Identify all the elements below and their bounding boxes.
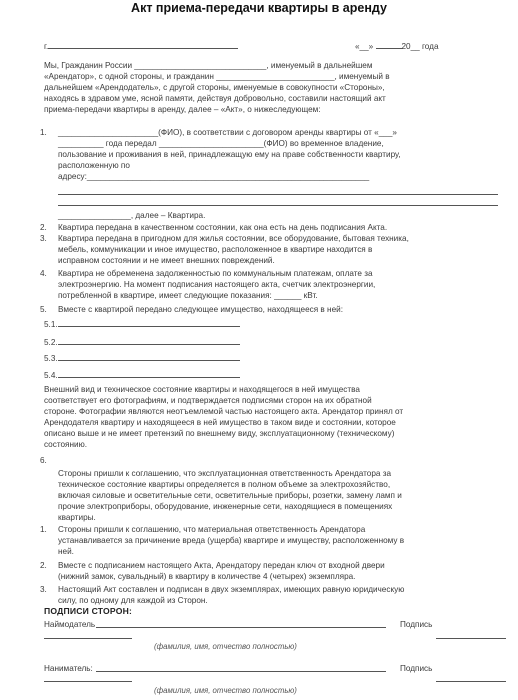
- landlord-caption: (фамилия, имя, отчество полностью): [154, 642, 297, 651]
- item-number: 3.: [40, 585, 47, 594]
- address-blank-line: [58, 194, 498, 195]
- city-field: [44, 40, 238, 52]
- item-line: Квартира не обременена задолженностью по коммунальным платежам, оплате за: [58, 269, 373, 278]
- subitem-number: 5.4.: [44, 371, 58, 380]
- tenant-label: Наниматель:: [44, 664, 93, 673]
- landlord-signature-line: [436, 638, 506, 639]
- city-blank: [48, 40, 238, 49]
- tenant-name-line: [96, 671, 386, 672]
- preamble: [44, 60, 390, 115]
- item-3-text: [58, 233, 409, 266]
- landlord-name-line: [96, 627, 386, 628]
- date-field: [355, 40, 439, 52]
- item-line: Вместе с подписанием настоящего Акта, Арендатору передан ключ от входной двери: [58, 561, 385, 570]
- item-line: потребленной в квартире, имеет следующие показания: ______ кВт.: [58, 291, 318, 300]
- subitem-blank: [58, 336, 240, 345]
- item-line: (нижний замок, сувальдный) в квартиру в количестве 4 (четырех) экземпляра.: [58, 572, 356, 581]
- tenant-caption: (фамилия, имя, отчество полностью): [154, 686, 297, 695]
- item-line: Квартира передана в пригодном для жилья состоянии, все оборудование, бытовая техника,: [58, 234, 409, 243]
- item-line: ______________________(ФИО), в соответствии с договором аренды квартиры от «___»: [58, 128, 397, 137]
- item-number: 1.: [40, 128, 47, 137]
- subitem-blank: [58, 318, 240, 327]
- signatures-heading: ПОДПИСИ СТОРОН:: [44, 606, 133, 616]
- landlord-extra-line: [44, 638, 132, 639]
- preamble-line: находясь в здравом уме, ясной памяти, действуя добровольно, составили настоящий акт: [44, 94, 386, 103]
- document-title: Акт приема-передачи квартиры в аренду: [131, 1, 387, 15]
- item-line: __________ года передал _______________________(ФИО) во временное владение,: [58, 139, 384, 148]
- item-number: 1.: [40, 525, 47, 534]
- item-line: адресу:______________________________________________________________: [58, 172, 370, 181]
- item-1-tail: ________________, далее – Квартира.: [58, 211, 206, 220]
- subitem-number: 5.3.: [44, 354, 58, 363]
- subitem-blank: [58, 352, 240, 361]
- item-2-text: [58, 222, 387, 233]
- item-line: техническое состояние квартиры определяется в полном объеме за электрохозяйство,: [58, 480, 391, 489]
- landlord-sign-word: Подпись: [400, 620, 433, 629]
- item-b1-text: [58, 524, 404, 557]
- preamble-line: Мы, Гражданин России _____________________________, именуемый в дальнейшем: [44, 61, 373, 70]
- landlord-label: Наймодатель: [44, 620, 96, 629]
- date-century: 20__: [401, 42, 420, 51]
- item-number: 3.: [40, 234, 47, 243]
- item-number: 5.: [40, 305, 47, 314]
- item-line: Стороны пришли к соглашению, что эксплуатационная ответственность Арендатора за: [58, 469, 392, 478]
- item-number: 2.: [40, 223, 47, 232]
- preamble-line: дальнейшем «Арендодатель», с другой стороны, именуемые в совокупности «Стороны»,: [44, 83, 385, 92]
- tenant-signature-line: [436, 681, 506, 682]
- tenant-extra-line: [44, 681, 132, 682]
- item-line: Вместе с квартирой передано следующее имущество, находящееся в ней:: [58, 305, 343, 314]
- item-4-text: [58, 268, 375, 301]
- item-number: 6.: [40, 456, 47, 465]
- date-year-word: года: [422, 42, 439, 51]
- photo-paragraph: [44, 384, 403, 450]
- item-6-text: [58, 468, 402, 523]
- item-line: мебель, коммуникации и иное имущество, расположенное в квартире находится в: [58, 245, 373, 254]
- item-line: электроэнергию. На момент подписания настоящего акта, счетчик электроэнергии,: [58, 280, 376, 289]
- item-line: включая силовые и осветительные сети, осветительные приборы, розетки, замену ламп и: [58, 491, 402, 500]
- item-line: Стороны пришли к соглашению, что материальная ответственность Арендатора: [58, 525, 366, 534]
- preamble-line: приема-передачи квартиры в аренду, далее – «Акт», о нижеследующем:: [44, 105, 321, 114]
- item-line: силу, по одному для каждой из Сторон.: [58, 596, 208, 605]
- item-line: устанавливается за причинение вреда (ущерба) квартире и имуществу, расположенному в: [58, 536, 405, 545]
- item-line: квартиры.: [58, 513, 96, 522]
- paragraph-line: соответствует его фотографиям, и подтверждается подписями сторон на их обратной: [44, 396, 372, 405]
- item-b3-text: [58, 584, 404, 606]
- item-number: 2.: [40, 561, 47, 570]
- subitem: [44, 336, 240, 348]
- paragraph-line: Внешний вид и техническое состояние квартиры и находящегося в ней имущества: [44, 385, 360, 394]
- city-prefix: г.: [44, 42, 49, 51]
- item-line: расположенную по: [58, 161, 130, 170]
- paragraph-line: описано выше и не имеет претензий по внешнему виду, эксплуатационному (техническому): [44, 429, 395, 438]
- item-line: исправном состоянии и не имеет внешних повреждений.: [58, 256, 275, 265]
- subitem-number: 5.2.: [44, 338, 58, 347]
- preamble-line: «Арендатор», с одной стороны, и гражданин __________________________, именуемый в: [44, 72, 390, 81]
- item-line: Квартира передана в качественном состоянии, как она есть на день подписания Акта.: [58, 223, 388, 232]
- subitem-number: 5.1.: [44, 320, 58, 329]
- date-month-blank: [376, 40, 402, 49]
- paragraph-line: Арендодателя квартиру и находящееся в ней имущество в таком виде и состоянии, которое: [44, 418, 396, 427]
- address-blank-line: [58, 205, 498, 206]
- date-day: «__»: [355, 42, 374, 51]
- item-line: ней.: [58, 547, 74, 556]
- item-line: прочие электроприборы, оборудование, инженерные сети, находящиеся в помещениях: [58, 502, 393, 511]
- tenant-sign-word: Подпись: [400, 664, 433, 673]
- subitem: [44, 352, 240, 364]
- subitem-blank: [58, 369, 240, 378]
- subitem: [44, 318, 240, 330]
- item-line: Настоящий Акт составлен и подписан в двух экземплярах, имеющих равную юридическую: [58, 585, 405, 594]
- item-number: 4.: [40, 269, 47, 278]
- subitem: [44, 369, 240, 381]
- item-5-text: [58, 304, 343, 315]
- item-1-text: [58, 127, 401, 182]
- paragraph-line: стороне. Фотографии являются неотъемлемой частью настоящего акта. Арендатор принял от: [44, 407, 404, 416]
- paragraph-line: состоянию.: [44, 440, 87, 449]
- item-line: пользование и проживания в ней, принадлежащую ему на праве собственности квартиру,: [58, 150, 401, 159]
- item-b2-text: [58, 560, 385, 582]
